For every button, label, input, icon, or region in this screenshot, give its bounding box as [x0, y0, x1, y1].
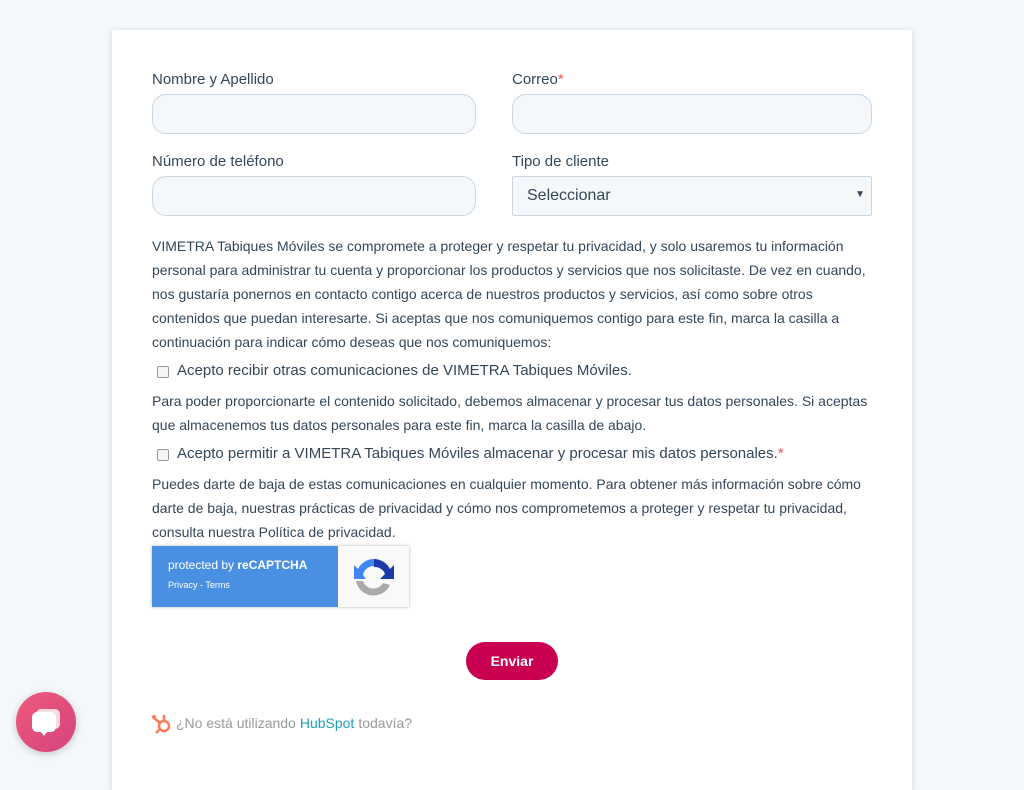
- hubspot-footer: [152, 712, 412, 734]
- select-value: Seleccionar: [527, 187, 611, 204]
- communications-checkbox[interactable]: [157, 366, 169, 378]
- client-type-label: Tipo de cliente: [512, 153, 610, 170]
- hubspot-link[interactable]: HubSpot: [299, 715, 355, 731]
- name-label: Nombre y Apellido: [152, 71, 274, 88]
- form-card: [112, 30, 912, 790]
- email-label: Correo*: [512, 71, 564, 88]
- name-input[interactable]: [152, 94, 476, 134]
- unsubscribe-text: Puedes darte de baja de estas comunicaciones en cualquier momento. Para obtener más información sobre cómo darte de baja, nuestras prácticas de privacidad y cómo nos comprometemos a proteger y respetar tu privacidad, consulta nuestra Política de privacidad.: [152, 476, 861, 540]
- chevron-down-icon: ▼: [855, 189, 865, 200]
- chat-launcher-button[interactable]: [16, 692, 76, 752]
- recaptcha-links[interactable]: Privacy - Terms: [168, 580, 230, 590]
- storage-checkbox-label[interactable]: Acepto permitir a VIMETRA Tabiques Móviles almacenar y procesar mis datos personales.*: [177, 445, 784, 462]
- storage-text: Para poder proporcionarte el contenido solicitado, debemos almacenar y procesar tus datos personales. Si aceptas que almacenemos tus datos personales para este fin, marca la casilla de abajo.: [152, 393, 868, 433]
- communications-checkbox-label[interactable]: Acepto recibir otras comunicaciones de VIMETRA Tabiques Móviles.: [177, 362, 632, 379]
- chat-bubble-icon: [29, 705, 63, 739]
- storage-checkbox[interactable]: [157, 449, 169, 461]
- footer-suffix: todavía?: [358, 715, 413, 731]
- phone-label: Número de teléfono: [152, 153, 284, 170]
- recaptcha-logo-icon: [338, 546, 409, 607]
- footer-prefix: ¿No está utilizando: [176, 715, 296, 731]
- email-input[interactable]: [512, 94, 872, 134]
- recaptcha-badge[interactable]: [152, 546, 409, 607]
- phone-input[interactable]: [152, 176, 476, 216]
- client-type-select[interactable]: [512, 176, 872, 216]
- privacy-text: VIMETRA Tabiques Móviles se compromete a proteger y respetar tu privacidad, y solo usaremos tu información personal para administrar tu cuenta y proporcionar los productos y servicios que nos solicitaste. De vez en cuando, nos gustaría ponernos en contacto contigo acerca de nuestros productos y servicios, así como sobre otros contenidos que puedan interesarte. Si aceptas que nos comuniquemos contigo para este fin, marca la casilla a continuación para indicar cómo deseas que nos comuniquemos:: [152, 238, 866, 350]
- recaptcha-text: protected by reCAPTCHA: [168, 558, 308, 572]
- submit-button[interactable]: Enviar: [466, 642, 558, 680]
- hubspot-logo-icon: [152, 712, 172, 734]
